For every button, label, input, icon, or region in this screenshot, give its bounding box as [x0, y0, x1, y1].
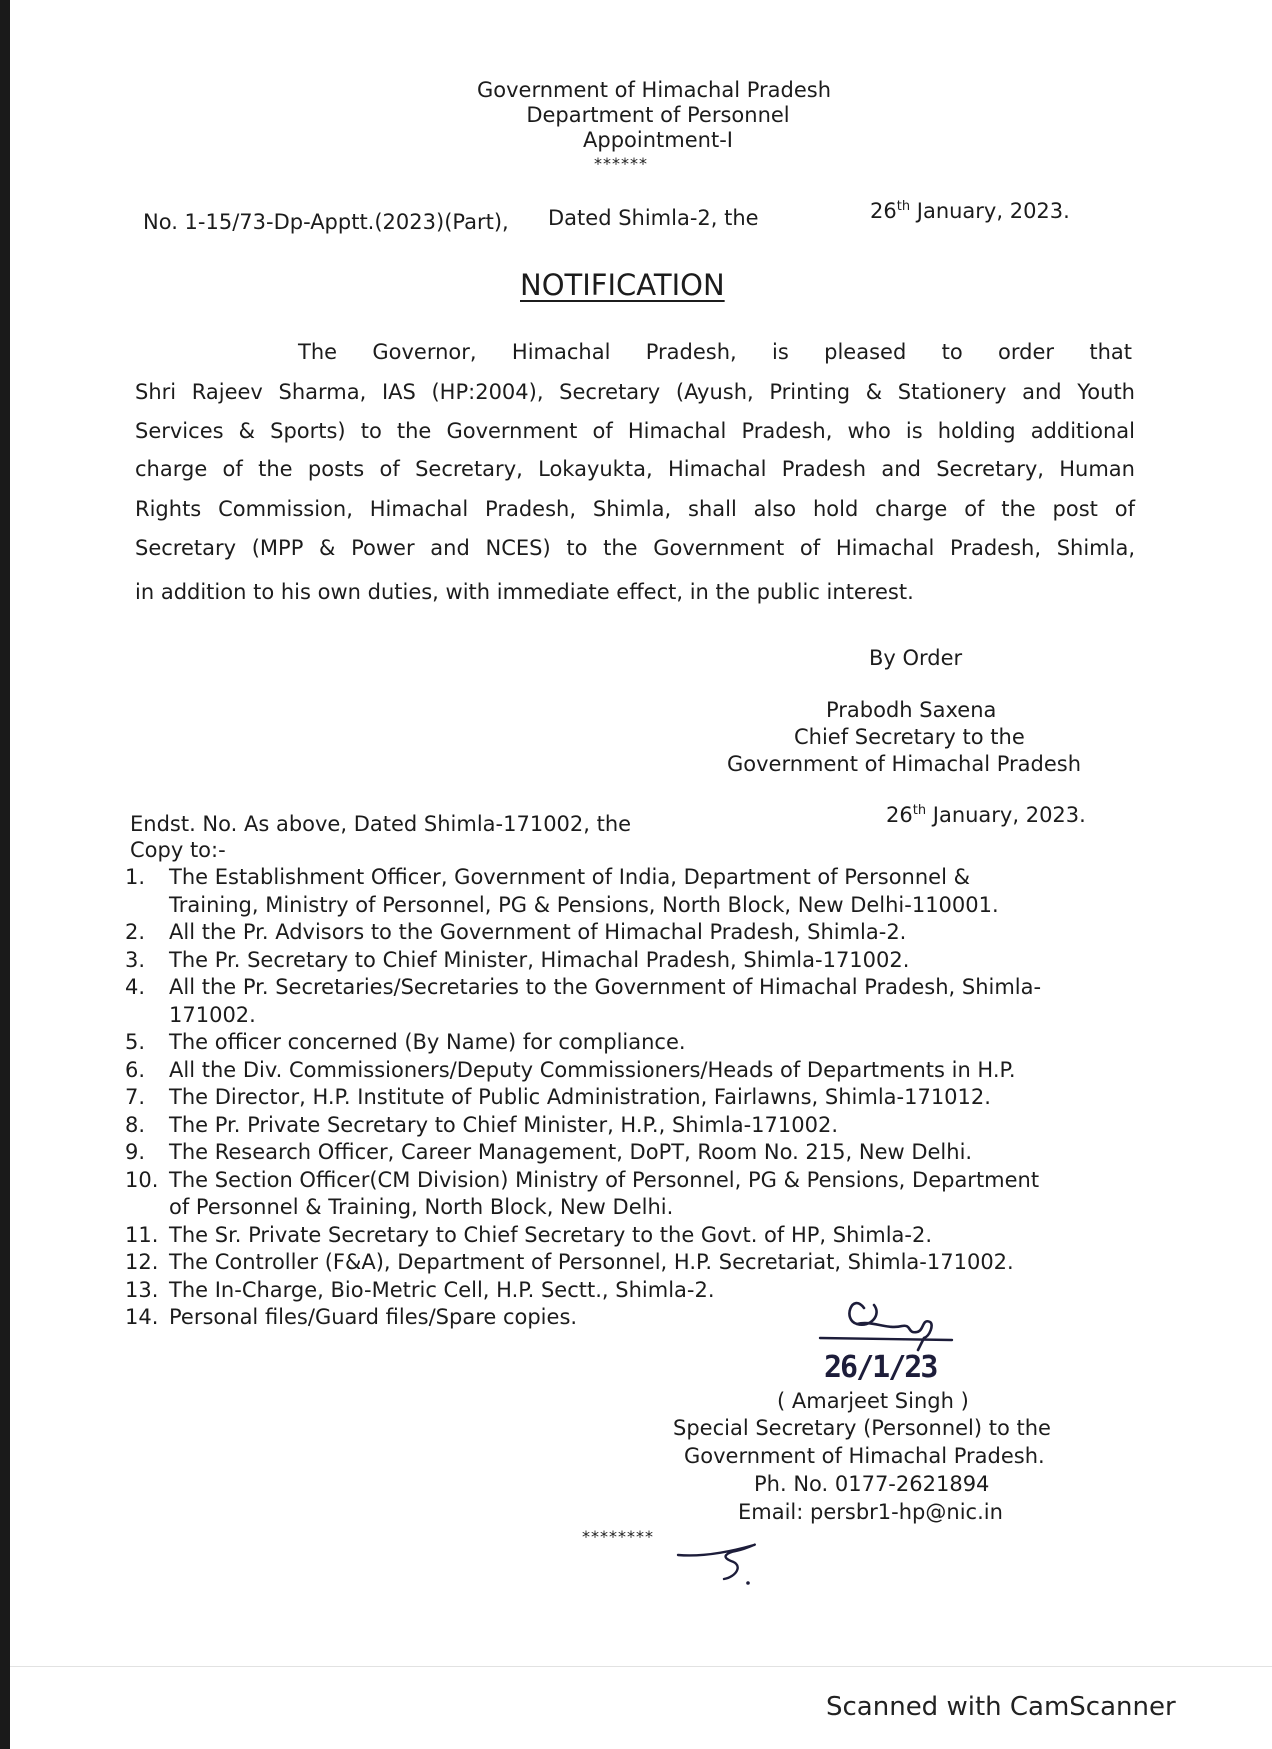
signatory2-name: ( Amarjeet Singh ) — [777, 1389, 969, 1413]
copy-list-text — [169, 1112, 1155, 1140]
copy-list-item — [125, 947, 1155, 975]
copy-list-line: Personal files/Guard files/Spare copies. — [169, 1305, 578, 1329]
copy-list-text — [169, 1304, 1155, 1332]
endorsement-text: Endst. No. As above, Dated Shimla-171002, the — [130, 812, 632, 836]
copy-list-number: 9. — [125, 1140, 146, 1164]
copy-list-text — [169, 974, 1155, 1029]
body-line-7: in addition to his own duties, with immediate effect, in the public interest. — [135, 580, 914, 604]
signatory1-name: Prabodh Saxena — [826, 698, 997, 722]
header-section: Appointment-I — [583, 128, 733, 152]
header-department: Department of Personnel — [526, 103, 790, 127]
endorsement-date — [886, 803, 1086, 827]
copy-list-item — [125, 1249, 1155, 1277]
copy-list-line: The In-Charge, Bio-Metric Cell, H.P. Sectt., Shimla-2. — [169, 1277, 715, 1302]
copy-list-text — [169, 1222, 1155, 1250]
copy-list-number: 6. — [125, 1057, 146, 1082]
copy-list-item — [125, 1167, 1155, 1222]
copy-list-text — [169, 1057, 1155, 1085]
copy-list-number: 14. — [125, 1305, 159, 1329]
copy-list-line: All the Pr. Secretaries/Secretaries to the Government of Himachal Pradesh, Shimla- — [169, 975, 1042, 999]
copy-list-text — [169, 1249, 1155, 1277]
copy-list-text — [169, 1084, 1155, 1112]
copy-list — [125, 864, 1155, 1332]
copy-list-continuation: Training, Ministry of Personnel, PG & Pensions, North Block, New Delhi-110001. — [169, 892, 999, 917]
signatory2-phone: Ph. No. 0177-2621894 — [754, 1472, 990, 1496]
footer-stars: ******** — [582, 1527, 654, 1546]
body-line-1: The Governor, Himachal Pradesh, is pleased to order that — [298, 340, 1132, 364]
signature-date: 26/1/23 — [824, 1350, 937, 1385]
copy-list-line: The Section Officer(CM Division) Ministry of Personnel, PG & Pensions, Department — [169, 1167, 1040, 1192]
by-order: By Order — [869, 646, 963, 670]
copy-list-item — [125, 1084, 1155, 1112]
reference-dated: Dated Shimla-2, the — [548, 206, 759, 230]
copy-list-item — [125, 1057, 1155, 1085]
copy-list-text — [169, 1139, 1155, 1167]
document-title: NOTIFICATION — [520, 268, 725, 302]
copy-list-number: 7. — [125, 1085, 146, 1109]
copy-list-item — [125, 974, 1155, 1029]
copy-list-number: 5. — [125, 1030, 146, 1054]
copy-list-number: 13. — [125, 1277, 159, 1302]
copy-list-line: The Sr. Private Secretary to Chief Secretary to the Govt. of HP, Shimla-2. — [169, 1222, 933, 1247]
signatory2-designation: Special Secretary (Personnel) to the — [673, 1416, 1051, 1440]
signatory1-designation: Chief Secretary to the — [794, 725, 1025, 749]
scan-bottom-edge — [10, 1666, 1272, 1667]
copy-list-line: The Controller (F&A), Department of Personnel, H.P. Secretariat, Shimla-171002. — [169, 1250, 1014, 1274]
initials-mark — [676, 1535, 776, 1595]
copy-list-line: The Research Officer, Career Management, DoPT, Room No. 215, New Delhi. — [169, 1140, 973, 1164]
copy-list-text — [169, 864, 1155, 919]
copy-list-continuation: of Personnel & Training, North Block, New Delhi. — [169, 1195, 674, 1219]
body-line-5: Rights Commission, Himachal Pradesh, Shimla, shall also hold charge of the post of — [135, 497, 1135, 521]
body-line-2: Shri Rajeev Sharma, IAS (HP:2004), Secretary (Ayush, Printing & Stationery and Youth — [135, 380, 1135, 404]
copy-list-number: 8. — [125, 1112, 146, 1137]
copy-list-text — [169, 1167, 1155, 1222]
copy-list-item — [125, 1222, 1155, 1250]
header-government: Government of Himachal Pradesh — [476, 78, 832, 102]
copy-list-number: 11. — [125, 1222, 159, 1247]
copy-list-line: All the Div. Commissioners/Deputy Commissioners/Heads of Departments in H.P. — [169, 1057, 1016, 1082]
reference-date — [870, 199, 1070, 223]
copy-list-number: 3. — [125, 947, 146, 972]
signatory2-government: Government of Himachal Pradesh. — [684, 1444, 1045, 1468]
copy-list-line: The Pr. Secretary to Chief Minister, Himachal Pradesh, Shimla-171002. — [169, 947, 910, 972]
copy-list-number: 4. — [125, 975, 146, 999]
signatory1-government: Government of Himachal Pradesh — [727, 752, 1082, 776]
copy-list-line: The Director, H.P. Institute of Public Administration, Fairlawns, Shimla-171012. — [169, 1085, 991, 1109]
reference-number: No. 1-15/73-Dp-Apptt.(2023)(Part), — [143, 210, 509, 234]
copy-list-item — [125, 1304, 1155, 1332]
copy-list-number: 2. — [125, 920, 146, 944]
copy-list-text — [169, 1029, 1155, 1057]
scan-left-edge — [0, 0, 10, 1749]
header-stars: ****** — [594, 154, 648, 173]
body-line-6: Secretary (MPP & Power and NCES) to the Government of Himachal Pradesh, Shimla, — [135, 536, 1135, 560]
copy-list-number: 12. — [125, 1250, 159, 1274]
endorsement-date-text: 26th January, 2023. — [886, 803, 1086, 827]
reference-date-text: 26th January, 2023. — [870, 199, 1070, 223]
copy-list-text — [169, 919, 1155, 947]
body-line-3: Services & Sports) to the Government of Himachal Pradesh, who is holding additional — [135, 419, 1135, 443]
copy-list-continuation: 171002. — [169, 1002, 256, 1027]
copy-list-item — [125, 1112, 1155, 1140]
copy-list-text — [169, 1277, 1155, 1305]
signatory2-email: Email: persbr1-hp@nic.in — [738, 1500, 1003, 1524]
copy-list-item — [125, 1277, 1155, 1305]
body-line-4: charge of the posts of Secretary, Lokayukta, Himachal Pradesh and Secretary, Human — [135, 457, 1135, 481]
camscanner-watermark: Scanned with CamScanner — [826, 1692, 1176, 1722]
copy-to-label: Copy to:- — [130, 838, 226, 862]
copy-list-item — [125, 1139, 1155, 1167]
copy-list-line: The officer concerned (By Name) for compliance. — [169, 1030, 686, 1054]
copy-list-line: All the Pr. Advisors to the Government of Himachal Pradesh, Shimla-2. — [169, 920, 907, 944]
copy-list-item — [125, 1029, 1155, 1057]
copy-list-number: 10. — [125, 1167, 159, 1192]
copy-list-item — [125, 864, 1155, 919]
copy-list-line: The Establishment Officer, Government of India, Department of Personnel & — [169, 865, 970, 889]
copy-list-number: 1. — [125, 865, 146, 889]
copy-list-text — [169, 947, 1155, 975]
copy-list-item — [125, 919, 1155, 947]
copy-list-line: The Pr. Private Secretary to Chief Minister, H.P., Shimla-171002. — [169, 1112, 838, 1137]
